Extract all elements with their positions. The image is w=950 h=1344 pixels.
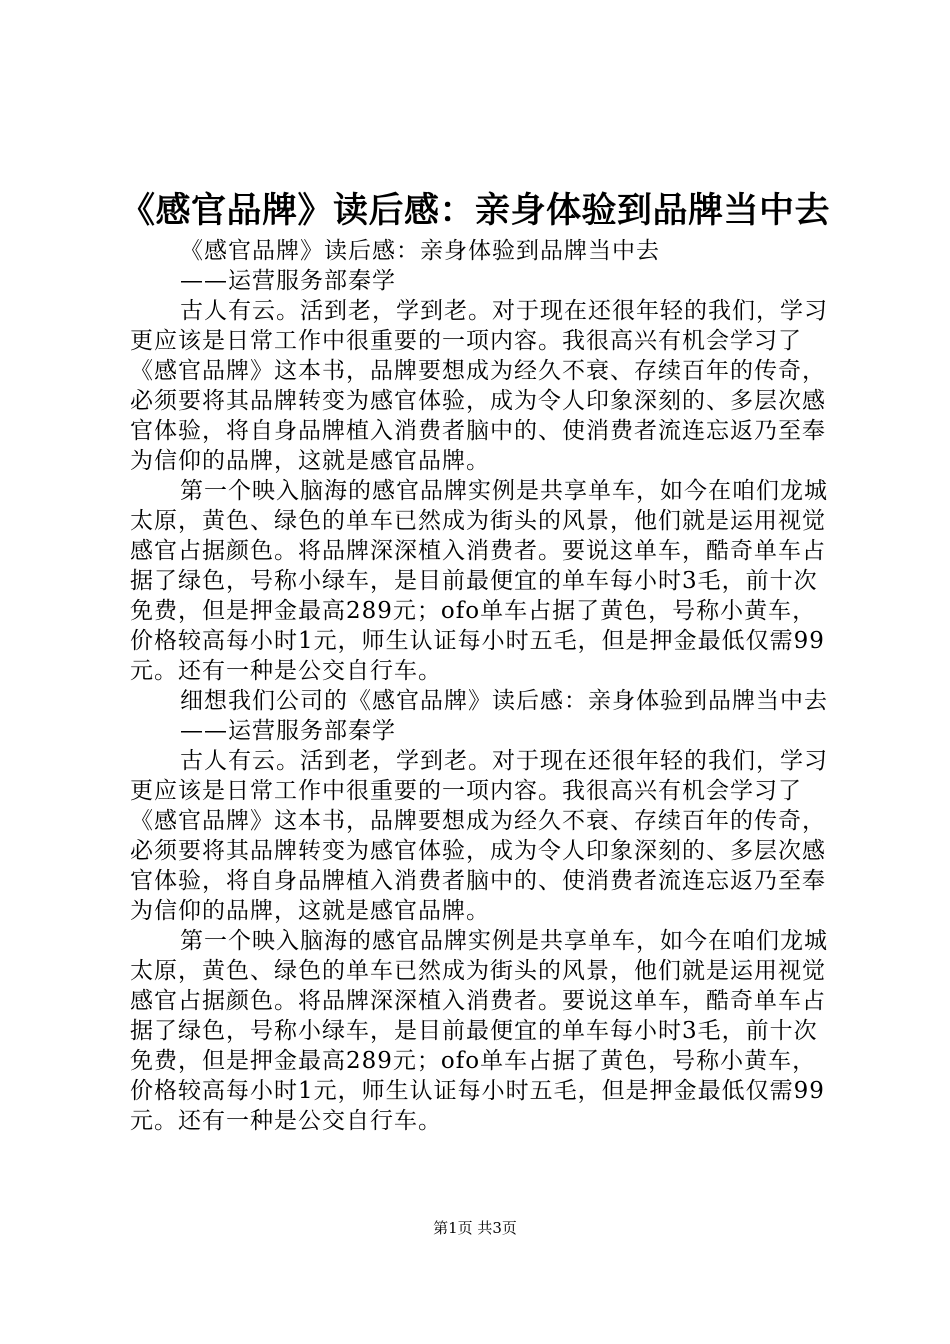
paragraph: 第一个映入脑海的感官品牌实例是共享单车，如今在咱们龙城太原，黄色、绿色的单车已然成为街头的风景，他们就是运用视觉感官占据颜色。将品牌深深植入消费者。要说这单车，酷奇单车占据了绿色，号称小绿车，是目前最便宜的单车每小时3毛，前十次免费，但是押金最高289元；ofo单车占据了黄色，号称小黄车，价格较高每小时1元，师生认证每小时五毛，但是押金最低仅需99元。还有一种是公交自行车。 — [130, 478, 828, 684]
document-body — [130, 236, 830, 1136]
paragraph: 第一个映入脑海的感官品牌实例是共享单车，如今在咱们龙城太原，黄色、绿色的单车已然成为街头的风景，他们就是运用视觉感官占据颜色。将品牌深深植入消费者。要说这单车，酷奇单车占据了绿色，号称小绿车，是目前最便宜的单车每小时3毛，前十次免费，但是押金最高289元；ofo单车占据了黄色，号称小黄车，价格较高每小时1元，师生认证每小时五毛，但是押金最低仅需99元。还有一种是公交自行车。 — [130, 928, 828, 1134]
author-line: ——运营服务部秦学 — [180, 718, 396, 744]
paragraph: 古人有云。活到老，学到老。对于现在还很年轻的我们，学习更应该是日常工作中很重要的一项内容。我很高兴有机会学习了《感官品牌》这本书，品牌要想成为经久不衰、存续百年的传奇，必须要将其品牌转变为感官体验，成为令人印象深刻的、多层次感官体验，将自身品牌植入消费者脑中的、使消费者流连忘返乃至奉为信仰的品牌，这就是感官品牌。 — [130, 748, 828, 924]
document-title: 《感官品牌》读后感：亲身体验到品牌当中去 — [119, 190, 830, 231]
page-footer: 第1页 共3页 — [433, 1219, 517, 1237]
paragraph: 古人有云。活到老，学到老。对于现在还很年轻的我们，学习更应该是日常工作中很重要的一项内容。我很高兴有机会学习了《感官品牌》这本书，品牌要想成为经久不衰、存续百年的传奇，必须要将其品牌转变为感官体验，成为令人印象深刻的、多层次感官体验，将自身品牌植入消费者脑中的、使消费者流连忘返乃至奉为信仰的品牌，这就是感官品牌。 — [130, 298, 828, 474]
paragraph: 《感官品牌》读后感：亲身体验到品牌当中去 — [180, 238, 660, 264]
author-line: ——运营服务部秦学 — [180, 268, 396, 294]
paragraph: 细想我们公司的《感官品牌》读后感：亲身体验到品牌当中去 — [180, 688, 828, 714]
